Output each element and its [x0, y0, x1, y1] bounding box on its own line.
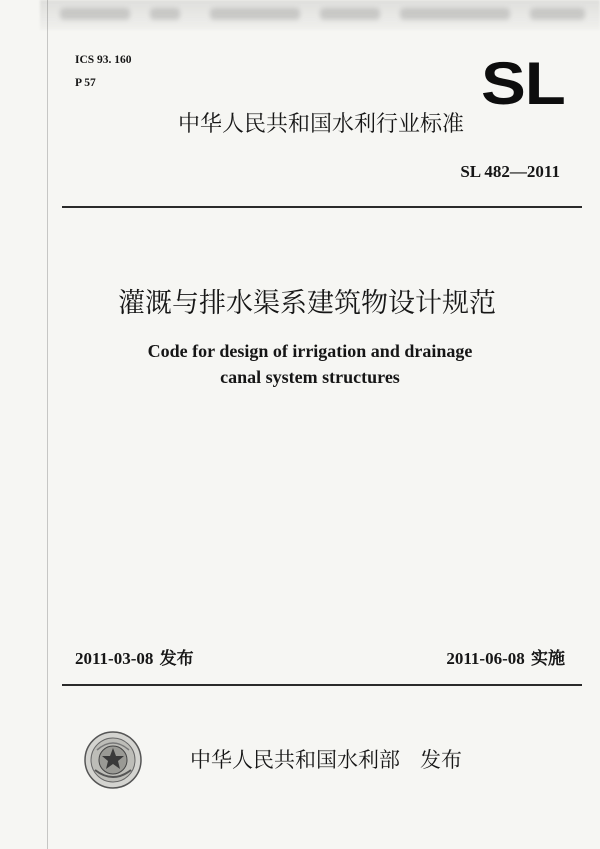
ics-code: ICS 93. 160: [75, 54, 132, 66]
issue-date-value: 2011-03-08: [75, 649, 154, 668]
standard-type-heading: 中华人民共和国水利行业标准: [178, 112, 465, 137]
effective-date: [446, 648, 565, 670]
sl-logo: SL: [481, 50, 565, 117]
top-divider: [62, 206, 582, 208]
effective-date-value: 2011-06-08: [446, 649, 525, 668]
scan-artifact-band: [40, 0, 600, 30]
standard-number: SL 482—2011: [460, 162, 560, 181]
publisher-label: 发布: [420, 748, 462, 772]
issue-date: [75, 648, 194, 670]
category-code: P 57: [75, 77, 96, 89]
scan-edge-line: [47, 0, 48, 849]
document-title-chinese: 灌溉与排水渠系建筑物设计规范: [118, 288, 496, 319]
document-title-english-line2: canal system structures: [220, 367, 400, 387]
document-title-english-line1: Code for design of irrigation and drainage: [147, 341, 473, 361]
publisher-name: 中华人民共和国水利部: [190, 748, 400, 772]
bottom-divider: [62, 684, 582, 686]
effective-date-label: 实施: [531, 649, 565, 669]
issue-date-label: 发布: [159, 649, 194, 669]
ministry-seal-icon: [83, 730, 143, 790]
